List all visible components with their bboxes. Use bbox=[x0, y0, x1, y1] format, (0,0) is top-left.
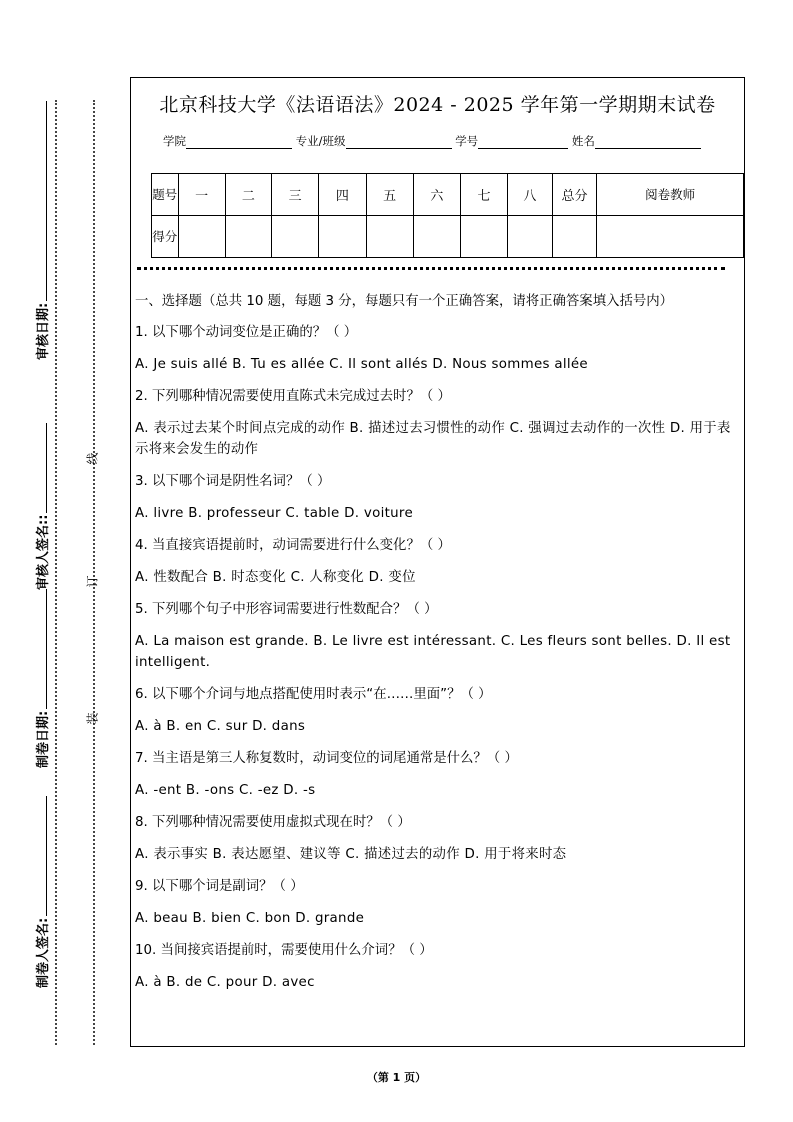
question-text: 5. 下列哪个句子中形容词需要进行性数配合？（ ） bbox=[135, 602, 438, 617]
question-text: 9. 以下哪个词是副词？（ ） bbox=[135, 879, 304, 894]
dotted-separator bbox=[137, 267, 725, 270]
question-options: A. beau B. bien C. bon D. grande bbox=[135, 911, 365, 926]
sidebar-dotted-line-left bbox=[55, 100, 57, 1045]
sidebar-dotted-line-right bbox=[93, 100, 95, 1045]
question-options: A. à B. de C. pour D. avec bbox=[135, 975, 315, 990]
question-options: A. 表示事实 B. 表达愿望、建议等 C. 描述过去的动作 D. 用于将来时态 bbox=[135, 847, 567, 862]
binding-mark-bind: 装 bbox=[85, 712, 100, 725]
score-header-cell: 六 bbox=[413, 174, 460, 216]
prepare-date-label: 制卷日期: bbox=[32, 589, 51, 768]
score-cell[interactable] bbox=[597, 216, 744, 258]
question-options: A. à B. en C. sur D. dans bbox=[135, 719, 306, 734]
question-options: A. livre B. professeur C. table D. voiture bbox=[135, 506, 413, 521]
student-id-label: 学号 bbox=[455, 134, 479, 148]
score-cell[interactable] bbox=[272, 216, 319, 258]
name-label: 姓名 bbox=[571, 134, 595, 148]
exam-frame bbox=[130, 77, 745, 1047]
reviewer-sign-label: 审核人签名:: bbox=[32, 423, 51, 590]
score-header-cell: 五 bbox=[366, 174, 413, 216]
score-row-label: 得分 bbox=[152, 216, 179, 258]
question-options: A. -ent B. -ons C. -ez D. -s bbox=[135, 783, 316, 798]
exam-title: 北京科技大学《法语语法》2024 - 2025 学年第一学期期末试卷 bbox=[159, 94, 716, 116]
score-cell[interactable] bbox=[366, 216, 413, 258]
question-text: 2. 下列哪种情况需要使用直陈式未完成过去时？（ ） bbox=[135, 389, 451, 404]
question-options: A. Je suis allé B. Tu es allée C. Il sont allés D. Nous sommes allée bbox=[135, 357, 588, 372]
score-header-cell: 七 bbox=[460, 174, 507, 216]
major-label: 专业/班级 bbox=[295, 134, 346, 148]
question-text: 7. 当主语是第三人称复数时，动词变位的词尾通常是什么？（ ） bbox=[135, 751, 518, 766]
question-options: A. 性数配合 B. 时态变化 C. 人称变化 D. 变位 bbox=[135, 570, 416, 585]
score-cell[interactable] bbox=[225, 216, 271, 258]
binding-mark-staple: 订 bbox=[85, 575, 100, 588]
score-header-cell: 一 bbox=[178, 174, 225, 216]
review-date-label: 审核日期: bbox=[32, 101, 51, 360]
question-area bbox=[135, 291, 738, 1004]
score-cell[interactable] bbox=[460, 216, 507, 258]
college-field[interactable] bbox=[186, 135, 292, 149]
score-header-cell: 四 bbox=[319, 174, 366, 216]
score-cell[interactable] bbox=[178, 216, 225, 258]
binding-mark-line: 线 bbox=[85, 452, 100, 465]
name-field[interactable] bbox=[595, 135, 701, 149]
question-text: 3. 以下哪个词是阴性名词？（ ） bbox=[135, 474, 331, 489]
score-header-cell: 阅卷教师 bbox=[597, 174, 744, 216]
college-label: 学院 bbox=[163, 134, 186, 148]
score-header-cell: 二 bbox=[225, 174, 271, 216]
question-options: A. La maison est grande. B. Le livre est intéressant. C. Les fleurs sont belles. D. Il est intelligent. bbox=[135, 634, 731, 670]
score-header-cell: 八 bbox=[508, 174, 553, 216]
score-cell[interactable] bbox=[413, 216, 460, 258]
page-number: （第 1 页） bbox=[366, 1071, 427, 1084]
section-heading: 一、选择题（总共 10 题，每题 3 分，每题只有一个正确答案，请将正确答案填入括号内） bbox=[135, 294, 674, 309]
question-text: 8. 下列哪种情况需要使用虚拟式现在时？（ ） bbox=[135, 815, 411, 830]
preparer-sign-label: 制卷人签名: bbox=[32, 796, 51, 988]
score-header-cell: 题号 bbox=[152, 174, 179, 216]
question-options: A. 表示过去某个时间点完成的动作 B. 描述过去习惯性的动作 C. 强调过去动作的一次性 D. 用于表示将来会发生的动作 bbox=[135, 421, 731, 457]
question-text: 4. 当直接宾语提前时，动词需要进行什么变化？（ ） bbox=[135, 538, 451, 553]
score-table-score-row bbox=[152, 216, 744, 258]
student-id-field[interactable] bbox=[478, 135, 568, 149]
score-header-cell: 总分 bbox=[552, 174, 597, 216]
score-cell[interactable] bbox=[552, 216, 597, 258]
question-text: 10. 当间接宾语提前时，需要使用什么介词？（ ） bbox=[135, 943, 433, 958]
major-field[interactable] bbox=[346, 135, 452, 149]
score-header-cell: 三 bbox=[272, 174, 319, 216]
score-table bbox=[151, 173, 744, 258]
score-cell[interactable] bbox=[508, 216, 553, 258]
question-text: 1. 以下哪个动词变位是正确的？（ ） bbox=[135, 325, 358, 340]
student-info-row bbox=[163, 133, 701, 149]
score-table-header-row bbox=[152, 174, 744, 216]
question-text: 6. 以下哪个介词与地点搭配使用时表示“在……里面”？（ ） bbox=[135, 687, 492, 702]
score-cell[interactable] bbox=[319, 216, 366, 258]
